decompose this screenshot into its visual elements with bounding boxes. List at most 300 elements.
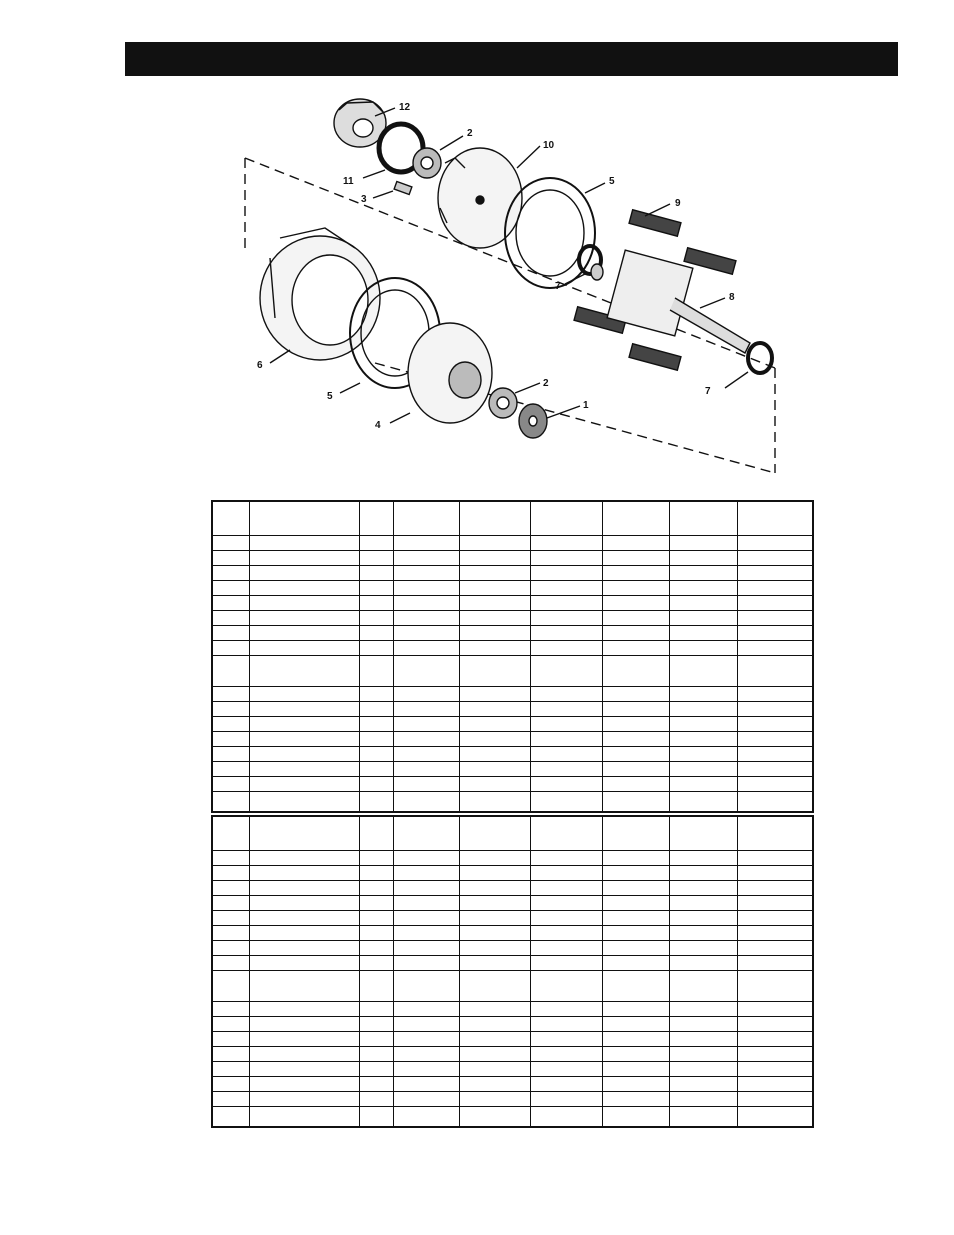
table-cell: [212, 536, 249, 551]
table-cell: [602, 611, 669, 626]
table-cell: [212, 762, 249, 777]
table-header-cell: [359, 501, 393, 536]
callout-7-upper: 7: [555, 281, 561, 292]
table-cell: [459, 551, 530, 566]
table-cell: [669, 762, 737, 777]
callout-2-upper: 2: [467, 128, 473, 139]
table-cell: [737, 911, 813, 926]
table-row: [212, 911, 813, 926]
leader-5-lower: [340, 383, 360, 393]
table-cell: [459, 941, 530, 956]
table-cell: [530, 687, 602, 702]
table-cell: [669, 536, 737, 551]
table-cell: [530, 777, 602, 792]
table-cell: [459, 896, 530, 911]
table-cell: [602, 581, 669, 596]
table-cell: [530, 866, 602, 881]
table-cell: [212, 1047, 249, 1062]
table-cell: [212, 656, 249, 687]
table-cell: [669, 551, 737, 566]
table-row: [212, 896, 813, 911]
table-row: [212, 1077, 813, 1092]
table-cell: [602, 596, 669, 611]
table-cell: [212, 626, 249, 641]
table-cell: [602, 956, 669, 971]
parts-table-1: [211, 500, 814, 813]
table-cell: [737, 566, 813, 581]
table-cell: [669, 851, 737, 866]
table-cell: [212, 941, 249, 956]
table-cell: [249, 866, 359, 881]
table-cell: [212, 687, 249, 702]
table-cell: [530, 792, 602, 813]
table-cell: [737, 626, 813, 641]
table-cell: [249, 626, 359, 641]
table-cell: [212, 702, 249, 717]
table-cell: [602, 656, 669, 687]
table-cell: [249, 971, 359, 1002]
table-cell: [530, 851, 602, 866]
table-cell: [459, 926, 530, 941]
table-cell: [669, 1107, 737, 1128]
table-cell: [602, 1002, 669, 1017]
table-cell: [602, 1092, 669, 1107]
table-cell: [459, 1062, 530, 1077]
leader-10: [517, 146, 540, 168]
exploded-view-drawing: [235, 88, 795, 478]
part-10-end-cover: [438, 148, 522, 248]
table-cell: [602, 717, 669, 732]
table-cell: [669, 941, 737, 956]
table-cell: [669, 747, 737, 762]
table-cell: [530, 596, 602, 611]
table-cell: [602, 732, 669, 747]
table-cell: [669, 626, 737, 641]
table-cell: [393, 611, 459, 626]
table-header-cell: [393, 816, 459, 851]
table-cell: [737, 881, 813, 896]
table-cell: [602, 702, 669, 717]
table-cell: [393, 732, 459, 747]
table-cell: [359, 851, 393, 866]
table-cell: [459, 881, 530, 896]
table-cell: [359, 611, 393, 626]
leader-7-lower: [725, 372, 748, 388]
part-3-pin: [394, 182, 412, 195]
table-cell: [359, 896, 393, 911]
table-cell: [459, 851, 530, 866]
table-cell: [669, 1002, 737, 1017]
table-row: [212, 536, 813, 551]
table-cell: [530, 611, 602, 626]
table-cell: [737, 762, 813, 777]
table-row: [212, 581, 813, 596]
table-cell: [359, 762, 393, 777]
table-row: [212, 1047, 813, 1062]
table-header-cell: [249, 816, 359, 851]
table-header-cell: [602, 501, 669, 536]
table-cell: [530, 956, 602, 971]
callout-7-lower: 7: [705, 386, 711, 397]
part-2-bearing-upper: [413, 148, 441, 178]
leader-5-upper: [585, 183, 605, 193]
table-header-cell: [212, 501, 249, 536]
table-cell: [530, 656, 602, 687]
header-bar: [125, 42, 898, 76]
table-header-cell: [669, 816, 737, 851]
table-header-cell: [459, 816, 530, 851]
table-cell: [393, 881, 459, 896]
table-cell: [393, 566, 459, 581]
table-cell: [459, 1002, 530, 1017]
table-cell: [530, 551, 602, 566]
table-cell: [737, 1032, 813, 1047]
table-cell: [359, 956, 393, 971]
table-cell: [602, 641, 669, 656]
table-cell: [669, 1092, 737, 1107]
table-cell: [459, 866, 530, 881]
table-cell: [393, 596, 459, 611]
table-cell: [393, 971, 459, 1002]
table-cell: [530, 762, 602, 777]
table-cell: [249, 1077, 359, 1092]
table-cell: [212, 1017, 249, 1032]
table-cell: [212, 971, 249, 1002]
table-cell: [602, 1047, 669, 1062]
table-cell: [249, 551, 359, 566]
table-cell: [737, 1017, 813, 1032]
table-cell: [249, 956, 359, 971]
table-cell: [530, 717, 602, 732]
table-row: [212, 926, 813, 941]
table-cell: [393, 777, 459, 792]
table-cell: [459, 956, 530, 971]
table-cell: [249, 581, 359, 596]
table-cell: [459, 536, 530, 551]
table-cell: [737, 596, 813, 611]
table-row: [212, 596, 813, 611]
table-cell: [359, 1002, 393, 1017]
table-header-cell: [393, 501, 459, 536]
table-cell: [359, 941, 393, 956]
table-cell: [530, 1077, 602, 1092]
table-cell: [393, 656, 459, 687]
table-cell: [737, 717, 813, 732]
table-cell: [459, 702, 530, 717]
table-cell: [359, 1047, 393, 1062]
table-cell: [530, 1002, 602, 1017]
table-cell: [737, 926, 813, 941]
table-cell: [737, 581, 813, 596]
table-cell: [359, 596, 393, 611]
table-cell: [212, 1107, 249, 1128]
table-cell: [737, 641, 813, 656]
table-header-cell: [249, 501, 359, 536]
table-cell: [393, 1047, 459, 1062]
table-cell: [359, 866, 393, 881]
table-cell: [669, 777, 737, 792]
table-cell: [359, 1017, 393, 1032]
table-row: [212, 611, 813, 626]
callout-6: 6: [257, 360, 263, 371]
table-cell: [459, 1107, 530, 1128]
table-cell: [359, 687, 393, 702]
table-cell: [530, 536, 602, 551]
table-cell: [359, 747, 393, 762]
table-row: [212, 566, 813, 581]
table-cell: [359, 926, 393, 941]
table-cell: [602, 777, 669, 792]
table-row: [212, 971, 813, 1002]
table-cell: [602, 566, 669, 581]
table-cell: [737, 866, 813, 881]
table-cell: [602, 687, 669, 702]
callout-12: 12: [399, 102, 411, 113]
table-cell: [393, 1032, 459, 1047]
table-cell: [602, 881, 669, 896]
table-row: [212, 1002, 813, 1017]
table-header-cell: [530, 816, 602, 851]
table-header-cell: [737, 816, 813, 851]
table-cell: [602, 551, 669, 566]
table-cell: [212, 747, 249, 762]
table-cell: [212, 896, 249, 911]
table-cell: [393, 866, 459, 881]
table-cell: [737, 896, 813, 911]
table-cell: [212, 641, 249, 656]
table-cell: [212, 851, 249, 866]
table-cell: [393, 551, 459, 566]
table-cell: [249, 1032, 359, 1047]
table-cell: [359, 626, 393, 641]
callout-4: 4: [375, 420, 381, 431]
table-cell: [212, 911, 249, 926]
table-row: [212, 956, 813, 971]
table-cell: [602, 1032, 669, 1047]
callout-5-lower: 5: [327, 391, 333, 402]
callout-9: 9: [675, 198, 681, 209]
table-cell: [602, 971, 669, 1002]
table-cell: [212, 1002, 249, 1017]
table-cell: [737, 551, 813, 566]
table-row: [212, 881, 813, 896]
callout-1: 1: [583, 400, 589, 411]
table-cell: [459, 732, 530, 747]
table-cell: [459, 1032, 530, 1047]
parts-table-1-body: [212, 536, 813, 813]
table-cell: [459, 747, 530, 762]
leader-3: [373, 191, 393, 198]
table-cell: [602, 762, 669, 777]
table-cell: [359, 732, 393, 747]
table-cell: [669, 1077, 737, 1092]
callout-2-lower: 2: [543, 378, 549, 389]
table-row: [212, 1107, 813, 1128]
table-cell: [530, 581, 602, 596]
callout-10: 10: [543, 140, 555, 151]
table-cell: [393, 641, 459, 656]
table-header-cell: [359, 816, 393, 851]
table-cell: [393, 1002, 459, 1017]
table-cell: [669, 956, 737, 971]
table-cell: [249, 911, 359, 926]
table-cell: [669, 656, 737, 687]
part-4-end-cover: [408, 323, 492, 423]
table-cell: [530, 1047, 602, 1062]
table-cell: [737, 1062, 813, 1077]
table-cell: [212, 732, 249, 747]
table-cell: [602, 792, 669, 813]
table-cell: [737, 732, 813, 747]
table-header-cell: [737, 501, 813, 536]
callout-8: 8: [729, 292, 735, 303]
table-cell: [359, 656, 393, 687]
table-cell: [249, 1062, 359, 1077]
table-cell: [212, 596, 249, 611]
table-cell: [249, 762, 359, 777]
table-row: [212, 792, 813, 813]
table-row: [212, 941, 813, 956]
table-cell: [393, 1107, 459, 1128]
table-cell: [530, 566, 602, 581]
table-row: [212, 551, 813, 566]
table-cell: [530, 1032, 602, 1047]
table-cell: [602, 1017, 669, 1032]
table-cell: [602, 896, 669, 911]
table-cell: [212, 792, 249, 813]
table-cell: [669, 866, 737, 881]
table-cell: [530, 732, 602, 747]
table-row: [212, 1092, 813, 1107]
table-cell: [737, 851, 813, 866]
table-cell: [249, 717, 359, 732]
table-row: [212, 777, 813, 792]
table-cell: [249, 732, 359, 747]
table-cell: [249, 851, 359, 866]
table-cell: [249, 926, 359, 941]
table-cell: [359, 911, 393, 926]
table-cell: [737, 747, 813, 762]
table-header-cell: [459, 501, 530, 536]
table-cell: [212, 611, 249, 626]
table-cell: [249, 536, 359, 551]
table-cell: [249, 596, 359, 611]
table-cell: [459, 687, 530, 702]
part-2-bearing-lower: [489, 388, 517, 418]
table-cell: [359, 551, 393, 566]
table-row: [212, 866, 813, 881]
table-row: [212, 702, 813, 717]
table-row: [212, 1032, 813, 1047]
table-cell: [393, 536, 459, 551]
table-cell: [212, 926, 249, 941]
table-cell: [669, 596, 737, 611]
table-cell: [459, 581, 530, 596]
table-cell: [393, 762, 459, 777]
table-cell: [393, 956, 459, 971]
table-cell: [459, 656, 530, 687]
table-cell: [530, 911, 602, 926]
table-cell: [393, 702, 459, 717]
table-cell: [212, 956, 249, 971]
exploded-parts-diagram: [235, 88, 795, 478]
table-cell: [669, 566, 737, 581]
leader-4: [390, 413, 410, 423]
part-1-seal: [519, 404, 547, 438]
table-cell: [359, 641, 393, 656]
table-cell: [669, 732, 737, 747]
table-cell: [669, 1017, 737, 1032]
table-cell: [459, 911, 530, 926]
table-cell: [393, 687, 459, 702]
table-cell: [459, 717, 530, 732]
table-header-cell: [669, 501, 737, 536]
table-cell: [393, 941, 459, 956]
table-cell: [530, 1062, 602, 1077]
table-cell: [249, 941, 359, 956]
table-cell: [737, 611, 813, 626]
leader-11: [363, 170, 385, 178]
table-cell: [602, 911, 669, 926]
table-cell: [459, 1017, 530, 1032]
table-cell: [737, 702, 813, 717]
table-cell: [737, 792, 813, 813]
table-cell: [359, 1107, 393, 1128]
callout-11: 11: [343, 176, 354, 187]
table-cell: [249, 747, 359, 762]
table-cell: [212, 581, 249, 596]
table-cell: [737, 1107, 813, 1128]
table-cell: [669, 687, 737, 702]
table-cell: [212, 777, 249, 792]
table-cell: [737, 971, 813, 1002]
table-cell: [249, 641, 359, 656]
table-row: [212, 687, 813, 702]
table-cell: [359, 581, 393, 596]
table-cell: [212, 881, 249, 896]
table-cell: [459, 596, 530, 611]
table-cell: [530, 1017, 602, 1032]
table-cell: [669, 1032, 737, 1047]
leader-6: [270, 350, 290, 363]
table-cell: [459, 792, 530, 813]
table-cell: [459, 611, 530, 626]
table-row: [212, 717, 813, 732]
table-cell: [602, 866, 669, 881]
table-cell: [669, 581, 737, 596]
table-cell: [393, 1017, 459, 1032]
table-cell: [249, 1107, 359, 1128]
table-cell: [393, 926, 459, 941]
table-cell: [530, 971, 602, 1002]
table-header-cell: [212, 816, 249, 851]
table-cell: [249, 1092, 359, 1107]
table-header-row: [212, 816, 813, 851]
table-cell: [669, 792, 737, 813]
table-cell: [602, 926, 669, 941]
table-cell: [602, 941, 669, 956]
table-cell: [359, 536, 393, 551]
table-cell: [530, 881, 602, 896]
table-cell: [669, 611, 737, 626]
table-cell: [359, 777, 393, 792]
table-cell: [459, 1047, 530, 1062]
table-cell: [602, 851, 669, 866]
table-cell: [669, 881, 737, 896]
parts-table-2-body: [212, 851, 813, 1128]
table-cell: [249, 702, 359, 717]
table-cell: [249, 896, 359, 911]
